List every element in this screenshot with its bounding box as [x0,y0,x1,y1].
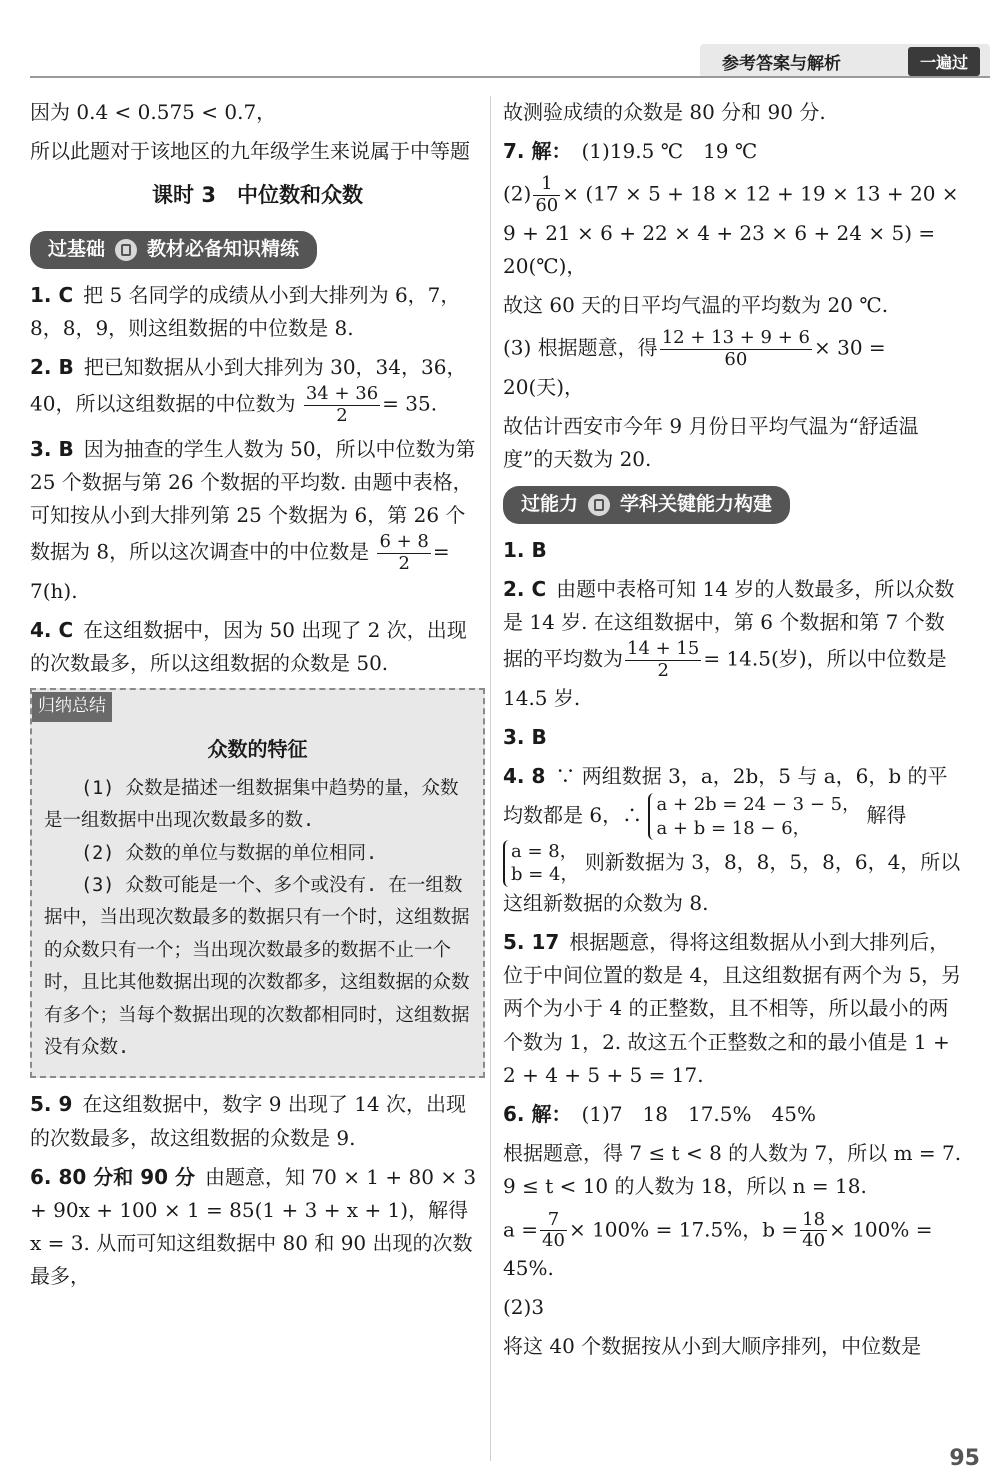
summary-paragraph: (1) 众数是描述一组数据集中趋势的量，众数是一组数据中出现次数最多的数. [44,777,459,832]
column-divider [490,96,491,1461]
answer-item-a2 [503,573,963,715]
text-line: 所以此题对于该地区的九年级学生来说属于中等题 [30,139,470,164]
summary-box [30,688,485,1078]
answer-text: 根据题意，得 7 ≤ t < 8 的人数为 7，所以 m = 7. 9 ≤ t < 10 的人数为 18，所以 n = 18. [503,1141,962,1199]
answer-label: 3. B [30,436,74,461]
answer-label: 2. B [30,355,74,380]
answer-item-6 [30,1161,485,1294]
answer-label: 5. 9 [30,1092,73,1117]
fraction: $\frac{1}{60}$ [535,173,559,217]
answer-text: 根据题意，得将这组数据从小到大排列后，位于中间位置的数是 4，且这组数据有两个为 5，另两个为小于 4 的正整数，且不相等，所以最小的两个数为 1，2. 故这五个正整数之和的最小值是 1 + 2 + 4 + 5 + 5 = 17. [503,930,962,1087]
answer-text: (2)3 [503,1295,545,1320]
text-line: 因为 0.4 < 0.575 < 0.7， [30,100,277,124]
answer-label: 1. B [503,537,547,562]
banner-label: 过基础 [48,238,106,261]
answer-text: (1)7 18 17.5% 45% [581,1101,816,1126]
summary-paragraph: (3) 众数可能是一个、多个或没有. 在一组数据中，当出现次数最多的数据只有一个时，这组数据的众数只有一个；当出现次数最多的数据不止一个时，且比其他数据出现的次数都多，这组数据的众数有多个；当每个数据出现的次数都相同时，这组数据没有众数. [44,875,470,1058]
answer-item-5 [30,1088,485,1154]
header-rule [30,76,990,78]
banner-label: 过能力 [521,493,579,516]
medal-icon [588,494,610,516]
answer-text: (3) 根据题意，得 [503,336,658,360]
answer-text: a = [503,1217,539,1242]
fraction: $\frac{34 + 36}{2}$ [305,383,379,427]
summary-tag: 归纳总结 [32,692,112,722]
fraction: $\frac{6 + 8}{2}$ [379,531,429,574]
header-brand: 一遍过 [908,47,980,76]
answer-part [503,174,963,283]
answer-text: (1)19.5 ℃ 19 ℃ [581,139,758,164]
section-banner-basic [30,231,317,269]
answer-text: 因为抽查的学生人数为 50，所以中位数为第 25 个数据与第 26 个数据的平均数. 由题中表格，可知按从小到大排列第 25 个数据为 6，第 26 个数据为 8，所以这次调查中的中位数是 [30,436,476,564]
answer-part [503,1210,963,1286]
answer-item-2 [30,351,485,427]
answer-text: 则新数据为 3，8，8，5，8，6，4，所以这组新数据的众数为 8. [503,849,961,915]
answer-text: 把 5 名同学的成绩从小到大排列为 6，7，8，8，9，则这组数据的中位数是 8. [30,282,461,340]
answer-text: 在这组数据中，数字 9 出现了 14 次，出现的次数最多，故这组数据的众数是 9. [30,1092,467,1150]
answer-text: × 100% = 17.5%，b = [568,1217,799,1242]
fraction: $\frac{7}{40}$ [542,1208,565,1252]
answer-text: 解得 [866,803,907,828]
answer-text: × 100% = 45%. [503,1217,933,1280]
section-banner-ability [503,486,790,524]
answer-item-4 [30,614,485,680]
header-label: 参考答案与解析 [722,53,841,74]
answer-text: (2) [503,182,532,207]
answer-text: 故估计西安市今年 9 月份日平均气温为“舒适温度”的天数为 20. [503,413,919,472]
equation-system: a + 2b = 24 − 3 − 5， a + b = 18 − 6， [648,793,860,840]
answer-part [503,328,963,404]
fraction: $\frac{18}{40}$ [802,1208,826,1252]
answer-text: 将这 40 个数据按从小到大顺序排列，中位数是 [503,1334,922,1359]
notebook-icon [115,239,137,261]
answer-label: 4. 8 [503,764,546,789]
banner-subtitle: 学科关键能力构建 [620,493,773,516]
answer-label: 2. C [503,576,547,601]
answer-item-a1 [503,534,963,567]
answer-text: 在这组数据中，因为 50 出现了 2 次，出现的次数最多，所以这组数据的众数是 50. [30,617,467,676]
answer-item-7 [503,135,963,168]
answer-label: 5. 17 [503,930,560,955]
answer-text: 由题意，知 70 × 1 + 80 × 3 + 90x + 100 × 1 = 85(1 + 3 + x + 1)，解得 x = 3. 从而可知这组数据中 80 和 90 出现的次数最多， [30,1164,477,1289]
answer-text: 由题中表格可知 14 岁的人数最多，所以众数是 14 岁. 在这组数据中，第 6 个数据和第 7 个数据的平均数为 [503,576,955,672]
page-header [700,44,990,78]
answer-text: = 7(h). [30,539,450,603]
answer-label: 3. B [503,724,547,749]
answer-label: 4. C [30,617,74,642]
page-number: 95 [949,1446,980,1471]
answer-item-a4 [503,760,963,920]
answer-label: 6. 解： [503,1101,572,1126]
answer-label: 7. 解： [503,139,572,164]
answer-item-1 [30,279,485,345]
lesson-title: 课时 3 中位数和众数 [152,183,363,208]
answer-label: 1. C [30,282,74,307]
summary-paragraph: (2) 众数的单位与数据的单位相同. [81,842,378,864]
answer-label: 6. 80 分和 90 分 [30,1164,196,1189]
right-column [503,96,963,1369]
banner-subtitle: 教材必备知识精练 [147,238,300,261]
answer-text: ∵ 两组数据 3，a，2b，5 与 a，6，b 的平均数都是 6，∴ [503,764,948,828]
answer-text: = 35. [382,392,438,417]
text-line: 故测验成绩的众数是 80 分和 90 分. [503,100,826,124]
answer-item-a3 [503,721,963,754]
answer-text: × (17 × 5 + 18 × 12 + 19 × 13 + 20 × 9 + 21 × 6 + 22 × 4 + 23 × 6 + 24 × 5) = 20(℃)， [503,182,959,278]
answer-text: 把已知数据从小到大排列为 30，34，36，40，所以这组数据的中位数为 [30,355,467,417]
equation-system: a = 8， b = 4， [503,840,579,887]
answer-item-3 [30,433,485,608]
answer-item-a6 [503,1098,963,1131]
summary-title: 众数的特征 [207,736,308,761]
answer-text: = 14.5(岁)，所以中位数是 14.5 岁. [503,647,947,710]
left-column [30,96,485,1299]
fraction: $\frac{14 + 15}{2}$ [627,638,700,682]
answer-text: × 30 = 20(天)， [503,336,886,399]
fraction: $\frac{12 + 13 + 9 + 6}{60}$ [661,327,810,370]
answer-text: 故这 60 天的日平均气温的平均数为 20 ℃. [503,293,889,318]
answer-item-a5 [503,926,963,1092]
